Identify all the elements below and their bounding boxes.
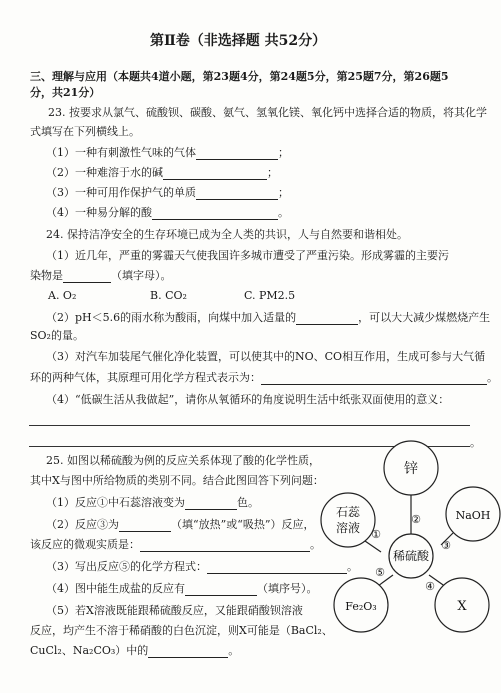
q25-stem-cont: 其中X与图中所给物质的类别不同。结合此图回答下列问题： — [30, 474, 324, 487]
q25-stem: 25. 如图以稀硫酸为例的反应关系体现了酸的化学性质， — [46, 454, 320, 467]
q23-item-2: （2）一种难溶于水的碱 ； — [46, 166, 278, 179]
q24-stem: 24. 保持洁净安全的生存环境已成为全人类的共识，人与自然要和谐相处。 — [46, 228, 408, 241]
q24-part3: （3）对汽车加装尾气催化净化装置，可以使其中的NO、CO相互作用，生成可参与大气循 — [46, 350, 486, 363]
q23-stem: 23. 按要求从氯气、硫酸钡、碳酸、氨气、氢氧化镁、氧化钙中选择合适的物质，将其化学 — [48, 106, 487, 119]
q25-part2: （2）反应③为 （填“放热”或“吸热”）反应， — [46, 518, 315, 531]
zinc-label: 锌 — [404, 461, 418, 477]
q23-item-3: （3）一种可用作保护气的单质 ； — [46, 186, 289, 199]
q24-part4: （4）“低碳生活从我做起”，请你从氧循环的角度说明生活中纸张双面使用的意义： — [46, 393, 450, 406]
q24-part1-cont: 染物是 （填字母）。 — [30, 269, 172, 282]
section-heading-cont: 分，共21分） — [30, 86, 101, 99]
reaction-4-label: ④ — [425, 580, 435, 593]
q25-part1: （1）反应①中石蕊溶液变为 色。 — [46, 496, 259, 509]
q23-item-1: （1）一种有刺激性气味的气体 ； — [46, 146, 289, 159]
reaction-5-label: ⑤ — [375, 566, 385, 579]
litmus-label-1: 石蕊 — [335, 505, 361, 519]
q25-part5: （5）若X溶液既能跟稀硫酸反应，又能跟硝酸钡溶液 — [46, 604, 303, 617]
link-litmus — [365, 541, 381, 552]
page-title: 第Ⅱ卷（非选择题 共52分） — [150, 33, 327, 49]
q24-part1: （1）近几年，严重的雾霾天气使我国许多城市遭受了严重污染。形成雾霾的主要污 — [46, 249, 449, 262]
q24-part3-cont: 环的两种气体，其原理可用化学方程式表示为： 。 — [30, 371, 498, 384]
q23-stem-cont: 式填写在下列横线上。 — [30, 125, 140, 138]
litmus-node — [321, 493, 375, 547]
fe2o3-label: Fe₂O₃ — [345, 600, 377, 613]
q24-part2: （2）pH＜5.6的雨水称为酸雨，向煤中加入适量的 ，可以大大减少煤燃烧产生 — [46, 311, 491, 324]
section-heading: 三、理解与应用（本题共4道小题，第23题4分，第24题5分，第25题7分，第26题5 — [30, 70, 449, 83]
q24-option-b: B. CO₂ — [150, 289, 187, 302]
reaction-1-label: ① — [371, 528, 381, 541]
q25-part5-cont: 反应，均产生不溶于稀硝酸的白色沉淀，则X可能是（BaCl₂、 — [30, 624, 333, 637]
q25-part4: （4）图中能生成盐的反应有 （填序号）。 — [46, 582, 318, 595]
q24-part2-cont: SO₂的量。 — [30, 329, 84, 342]
q24-part4-end: 。 — [470, 436, 481, 449]
q24-option-a: A. O₂ — [48, 289, 77, 302]
q25-part3: （3）写出反应⑤的化学方程式： 。 — [46, 560, 358, 573]
q25-part2-cont: 该反应的微观实质是： 。 — [30, 538, 321, 551]
x-label: X — [457, 599, 467, 614]
q24-option-c: C. PM2.5 — [244, 289, 296, 302]
naoh-label: NaOH — [455, 509, 491, 522]
q23-item-4: （4）一种易分解的酸 。 — [46, 206, 289, 219]
reaction-3-label: ③ — [441, 539, 451, 552]
center-label: 稀硫酸 — [392, 549, 430, 563]
litmus-label-2: 溶液 — [335, 521, 361, 535]
reaction-2-label: ② — [411, 513, 421, 526]
q25-part5-cont2: CuCl₂、Na₂CO₃）中的 。 — [30, 644, 240, 657]
